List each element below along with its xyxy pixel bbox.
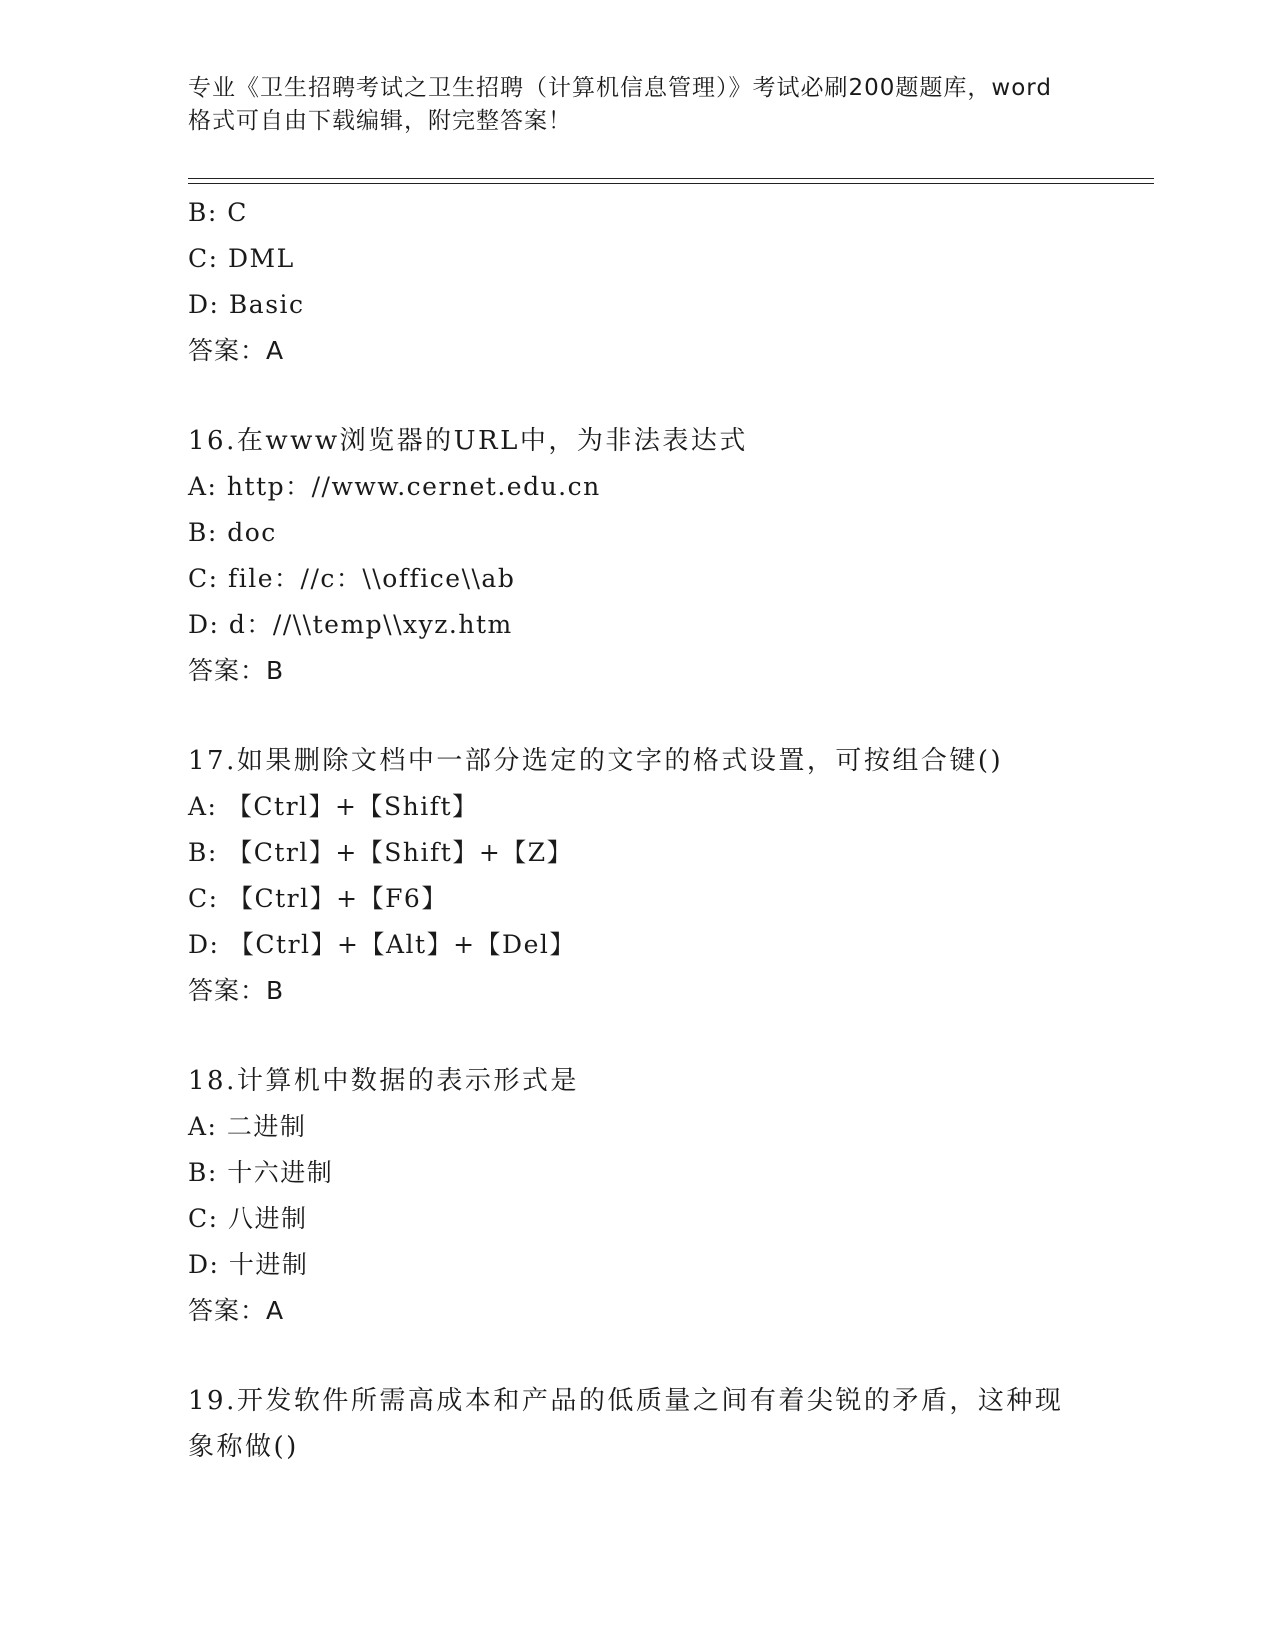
question-title-continued: 象称做() xyxy=(188,1432,299,1462)
question-19 xyxy=(188,1378,1148,1470)
answer-line: 答案：A xyxy=(188,336,285,365)
header-rule-top xyxy=(188,178,1154,179)
option-d: D: Basic xyxy=(188,290,305,319)
header-rule-bottom xyxy=(188,183,1154,184)
option-c: C: 八进制 xyxy=(188,1204,308,1233)
question-title: 19.开发软件所需高成本和产品的低质量之间有着尖锐的矛盾，这种现 xyxy=(188,1386,1064,1416)
question-18 xyxy=(188,1058,1148,1334)
question-title: 17.如果删除文档中一部分选定的文字的格式设置，可按组合键() xyxy=(188,746,1004,776)
option-a: A: http：//www.cernet.edu.cn xyxy=(188,472,601,501)
answer-line: 答案：B xyxy=(188,656,285,685)
option-d: D: 【Ctrl】+【Alt】+【Del】 xyxy=(188,930,576,959)
option-b: B: doc xyxy=(188,518,277,547)
question-15-continuation xyxy=(188,190,1148,374)
option-a: A: 【Ctrl】+【Shift】 xyxy=(188,792,479,821)
answer-line: 答案：A xyxy=(188,1296,285,1325)
question-17 xyxy=(188,738,1148,1014)
header-line-2: 格式可自由下载编辑，附完整答案！ xyxy=(188,108,572,134)
document-content xyxy=(188,190,1148,1514)
option-b: B: C xyxy=(188,198,248,227)
answer-line: 答案：B xyxy=(188,976,285,1005)
question-title: 18.计算机中数据的表示形式是 xyxy=(188,1066,579,1096)
option-a: A: 二进制 xyxy=(188,1112,307,1141)
header-line-1: 专业《卫生招聘考试之卫生招聘（计算机信息管理）》考试必刷200题题库，word xyxy=(188,75,1052,101)
option-d: D: d：//\\temp\\xyz.htm xyxy=(188,610,513,639)
option-c: C: DML xyxy=(188,244,295,273)
option-c: C: file：//c：\\office\\ab xyxy=(188,564,516,593)
document-header xyxy=(188,72,1088,138)
option-d: D: 十进制 xyxy=(188,1250,309,1279)
option-b: B: 十六进制 xyxy=(188,1158,334,1187)
option-c: C: 【Ctrl】+【F6】 xyxy=(188,884,448,913)
question-16 xyxy=(188,418,1148,694)
question-title: 16.在www浏览器的URL中，为非法表达式 xyxy=(188,426,748,456)
option-b: B: 【Ctrl】+【Shift】+【Z】 xyxy=(188,838,574,867)
